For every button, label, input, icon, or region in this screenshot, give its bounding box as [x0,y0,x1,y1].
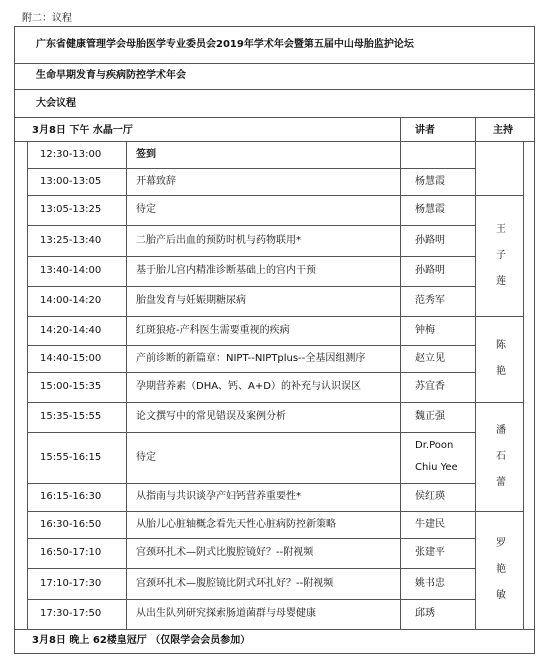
session-topic: 待定 [136,204,156,215]
divider [27,345,475,346]
divider [126,141,127,629]
session-speaker: 杨慧霞 [415,175,445,187]
divider [27,141,28,629]
session-time: 14:00-14:20 [40,295,102,306]
divider [27,256,475,257]
session-time: 14:20-14:40 [40,324,102,336]
divider [27,195,475,196]
divider [475,117,476,141]
divider [27,168,475,169]
host-name-char: 敏 [496,590,506,601]
session-time: 17:30-17:50 [40,608,102,619]
agenda-heading: 大会议程 [36,98,76,109]
host-name-char: 艳 [496,564,506,575]
session-time: 15:55-16:15 [40,451,102,463]
speaker-column-header: 讲者 [415,125,435,136]
session-topic: 孕期营养素（DHA、钙、A+D）的补充与认识误区 [136,381,361,392]
session-topic: 待定 [136,451,156,463]
divider [27,225,475,226]
divider [27,372,475,373]
session-topic: 开幕致辞 [136,175,176,187]
agenda-table [14,26,535,654]
session-speaker: 孙路明 [415,234,445,246]
divider [15,629,534,630]
divider [400,141,401,629]
session-topic: 基于胎儿宫内精准诊断基础上的宫内干预 [136,265,316,276]
session-time: 13:00-13:05 [40,175,102,187]
divider [475,141,476,629]
divider [15,141,534,142]
session-topic: 从出生队列研究探索肠道菌群与母婴健康 [136,608,316,619]
session-topic: 从胎儿心脏轴概念看先天性心脏病防控新策略 [136,518,336,530]
session-topic: 宫颈环扎术—腹腔镜比阴式环扎好？--附视频 [136,577,334,589]
session-time: 12:30-13:00 [40,148,102,160]
host-name-char: 陈 [496,340,506,351]
divider [27,568,475,569]
session-topic: 二胎产后出血的预防时机与药物联用* [136,234,301,246]
host-name-char: 罗 [496,538,506,549]
session-speaker: 钟梅 [415,324,435,336]
session-speaker: 邱琇 [415,608,435,619]
appendix-label: 附二：议程 [22,13,72,24]
divider [475,402,523,403]
divider [27,483,475,484]
session-time: 17:10-17:30 [40,577,102,589]
session-speaker: 魏正强 [415,411,445,422]
session-speaker-line2: Chiu Yee [415,462,458,473]
session-time: 16:30-16:50 [40,518,102,530]
session-time: 13:05-13:25 [40,204,102,215]
session-topic: 论文撰写中的常见错误及案例分析 [136,411,286,422]
divider [27,538,475,539]
session-speaker: 孙路明 [415,265,445,276]
host-name-char: 子 [496,249,506,261]
session-time: 15:35-15:55 [40,411,102,422]
session-topic: 产前诊断的新篇章：NIPT--NIPTplus--全基因组测序 [136,352,366,364]
divider [15,117,534,118]
session-speaker: Dr.Poon [415,440,454,451]
host-name-char: 王 [496,223,506,235]
session-speaker: 姚书忠 [415,577,445,589]
session-time: 14:40-15:00 [40,352,102,364]
divider [27,511,475,512]
evening-session-title: 3月8日 晚上 62楼皇冠厅 （仅限学会会员参加） [32,635,251,646]
session-topic: 红斑狼疮-产科医生需要重视的疾病 [136,324,290,336]
session-speaker: 张建平 [415,547,445,558]
divider [27,432,475,433]
divider [27,599,475,600]
divider [475,316,523,317]
session-speaker: 侯红瑛 [415,491,445,502]
host-name-char: 潘 [496,424,506,436]
session-topic: 宫颈环扎术—阴式比腹腔镜好？--附视频 [136,547,314,558]
divider [15,63,534,64]
host-column-header: 主持 [493,125,513,136]
host-name-char: 艳 [496,366,506,377]
session-time: 13:40-14:00 [40,265,102,276]
session-time: 15:00-15:35 [40,381,102,392]
divider [27,286,475,287]
divider [15,89,534,90]
session-speaker: 赵立见 [415,352,445,364]
divider [400,117,401,141]
conference-title: 广东省健康管理学会母胎医学专业委员会2019年学术年会暨第五届中山母胎监护论坛 [36,39,414,50]
session-time: 16:15-16:30 [40,491,102,502]
session-speaker: 牛建民 [415,518,445,530]
session-time: 13:25-13:40 [40,234,102,246]
session-topic: 从指南与共识谈孕产妇钙营养重要性* [136,491,301,502]
divider [27,402,475,403]
session-speaker: 范秀军 [415,295,445,306]
divider [475,195,523,196]
session-topic: 胎盘发育与妊娠期糖尿病 [136,295,246,306]
divider [523,141,524,629]
session-speaker: 杨慧霞 [415,204,445,215]
session-time: 16:50-17:10 [40,547,102,558]
afternoon-session-title: 3月8日 下午 水晶一厅 [32,125,133,136]
conference-subtitle: 生命早期发育与疾病防控学术年会 [36,70,186,81]
host-name-char: 蕾 [496,476,506,488]
host-name-char: 石 [496,450,506,462]
session-speaker: 苏宜香 [415,381,445,392]
divider [475,511,523,512]
host-name-char: 莲 [496,275,506,287]
session-topic: 签到 [136,148,156,160]
divider [27,316,475,317]
